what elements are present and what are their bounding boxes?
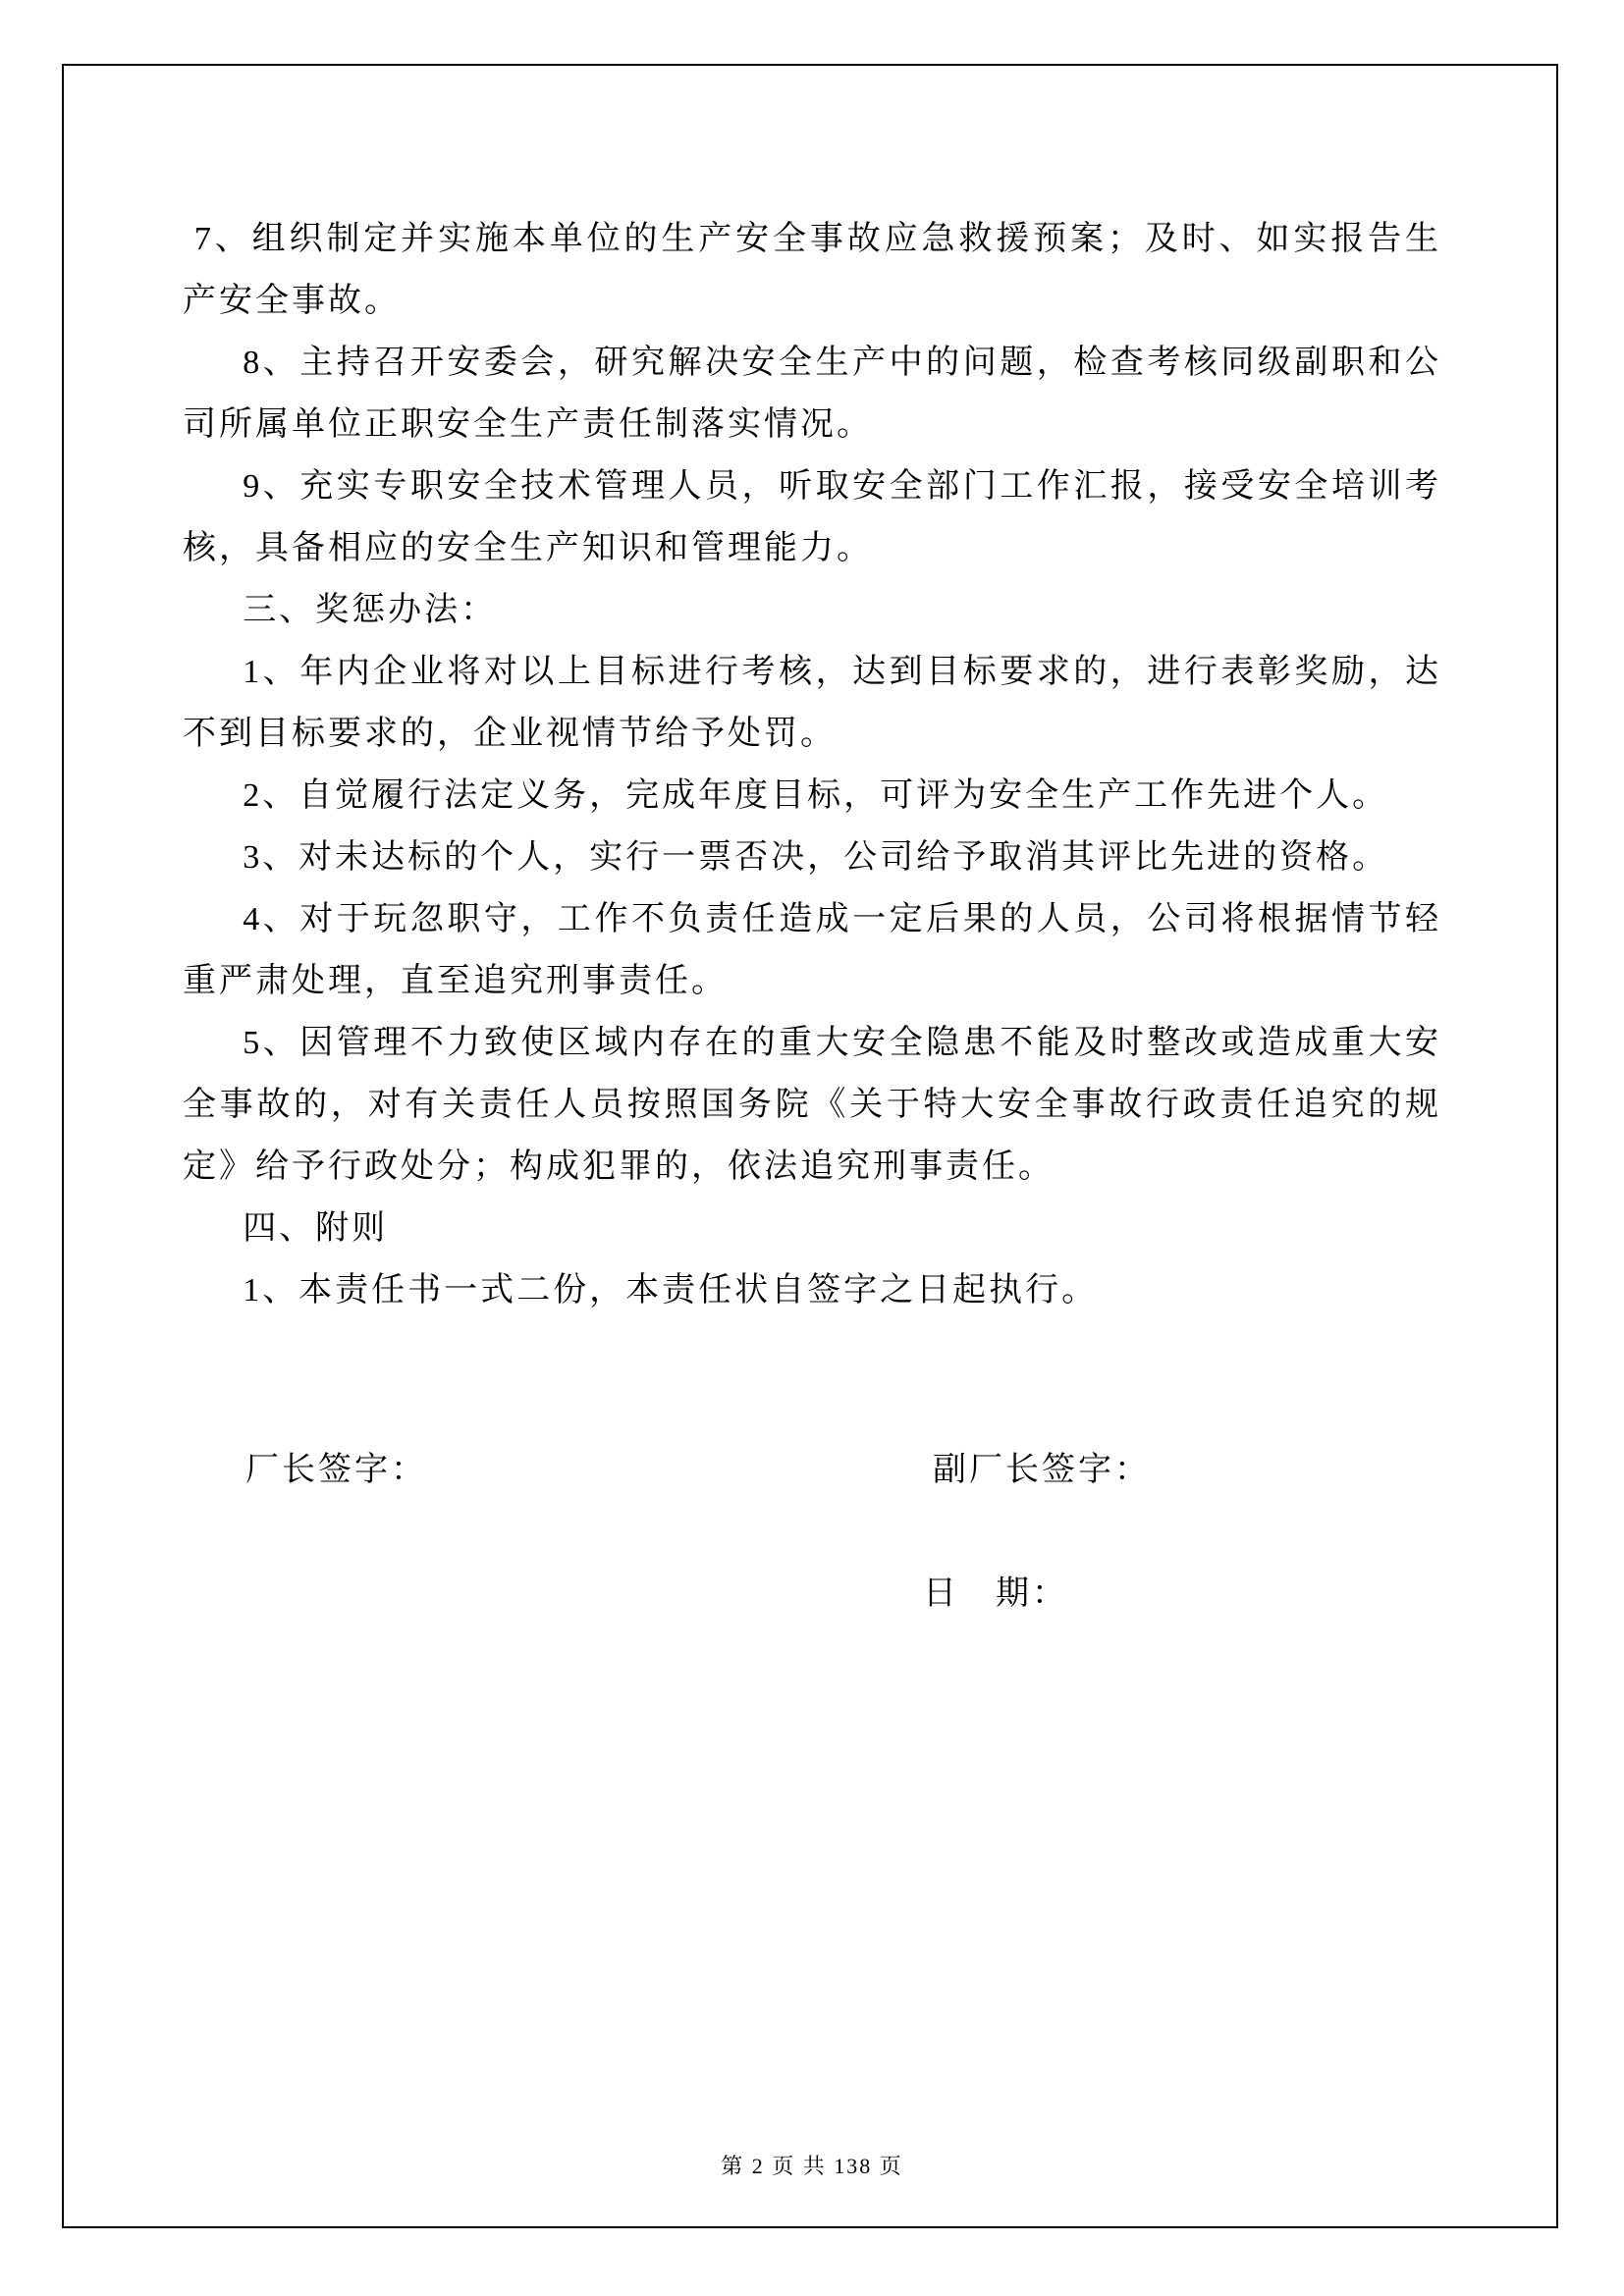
page-number-footer: 第 2 页 共 138 页: [721, 2154, 903, 2178]
deputy-director-signature-label: 副厂长签字：: [933, 1452, 1151, 1488]
paragraph-rewards-3: 3、对未达标的个人，实行一票否决，公司给予取消其评比先进的资格。: [243, 839, 1389, 876]
paragraph-rewards-5: 5、因管理不力致使区域内存在的重大安全隐患不能及时整改或造成重大安全事故的，对有关责任人员按照国务院《关于特大安全事故行政责任追究的规定》给予行政处分；构成犯罪的，依法追究刑事责任。: [183, 1025, 1441, 1185]
section-heading-rewards: 三、奖惩办法：: [243, 592, 498, 628]
date-label: 日 期：: [923, 1575, 1068, 1612]
paragraph-item-7: 7、组织制定并实施本单位的生产安全事故应急救援预案；及时、如实报告生产安全事故。: [183, 221, 1441, 319]
paragraph-rewards-4: 4、对于玩忽职守，工作不负责任造成一定后果的人员，公司将根据情节轻重严肃处理，直至追究刑事责任。: [183, 901, 1441, 999]
paragraph-item-9: 9、充实专职安全技术管理人员，听取安全部门工作汇报，接受安全培训考核，具备相应的安全生产知识和管理能力。: [183, 468, 1441, 566]
paragraph-rewards-1: 1、年内企业将对以上目标进行考核，达到目标要求的，进行表彰奖励，达不到目标要求的，企业视情节给予处罚。: [183, 654, 1441, 752]
paragraph-rewards-2: 2、自觉履行法定义务，完成年度目标，可评为安全生产工作先进个人。: [243, 777, 1389, 814]
date-row: [183, 1563, 1441, 1625]
paragraph-appendix-1: 1、本责任书一式二份，本责任状自签字之日起执行。: [243, 1272, 1099, 1308]
paragraph-item-8: 8、主持召开安委会，研究解决安全生产中的问题，检查考核同级副职和公司所属单位正职安全生产责任制落实情况。: [183, 345, 1441, 443]
section-heading-appendix: 四、附则: [243, 1210, 389, 1247]
document-content: [183, 208, 1441, 1625]
signature-row: [183, 1439, 1441, 1501]
factory-director-signature-label: 厂长签字：: [245, 1452, 427, 1488]
